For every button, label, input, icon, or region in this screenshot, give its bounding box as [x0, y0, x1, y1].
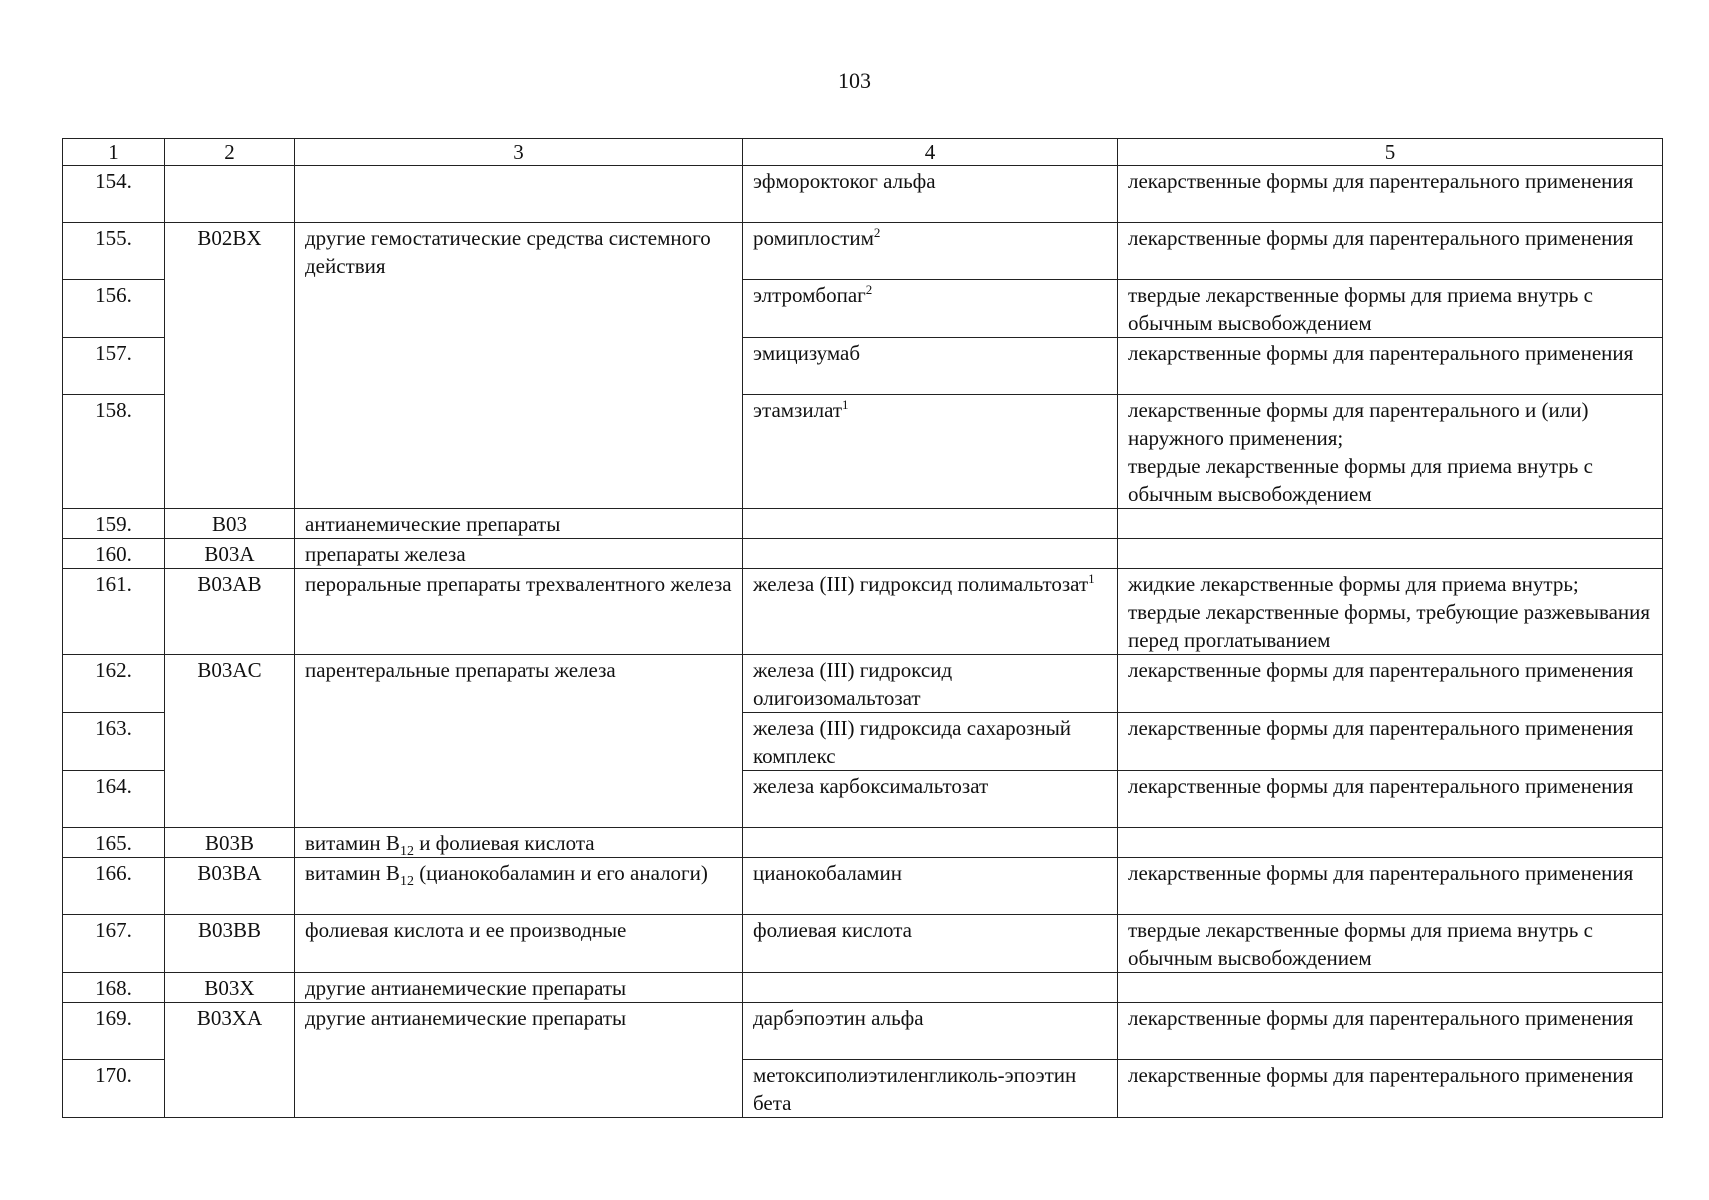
group-name-text: витамин B [305, 861, 400, 885]
dosage-form-line: твердые лекарственные формы для приема внутрь с обычным высвобождением [1128, 454, 1593, 506]
dosage-form [1118, 569, 1663, 655]
row-number: 158. [63, 395, 165, 509]
atc-code: B03 [165, 509, 295, 539]
row-number: 167. [63, 915, 165, 973]
table-row [63, 915, 1663, 973]
group-name: антианемические препараты [295, 509, 743, 539]
footnote-mark: 2 [873, 225, 881, 240]
table-row [63, 223, 1663, 280]
row-number: 168. [63, 973, 165, 1003]
dosage-form: твердые лекарственные формы для приема внутрь с обычным высвобождением [1118, 280, 1663, 338]
drug-name [743, 395, 1118, 509]
group-name: пероральные препараты трехвалентного железа [295, 569, 743, 655]
table-row [63, 655, 1663, 713]
row-number: 169. [63, 1003, 165, 1060]
drug-name [743, 569, 1118, 655]
row-number: 166. [63, 858, 165, 915]
table-row [63, 166, 1663, 223]
drug-name: эмицизумаб [743, 338, 1118, 395]
group-name [295, 166, 743, 223]
group-name: фолиевая кислота и ее производные [295, 915, 743, 973]
atc-code: B03AB [165, 569, 295, 655]
dosage-form: лекарственные формы для парентерального применения [1118, 166, 1663, 223]
group-name: другие антианемические препараты [295, 1003, 743, 1118]
drug-name-text: элтромбопаг [753, 283, 866, 307]
dosage-form: лекарственные формы для парентерального применения [1118, 858, 1663, 915]
row-number: 165. [63, 828, 165, 858]
dosage-form: лекарственные формы для парентерального применения [1118, 338, 1663, 395]
footnote-mark: 2 [865, 282, 873, 297]
footnote-mark: 1 [842, 397, 849, 412]
dosage-form-line: жидкие лекарственные формы для приема внутрь; [1128, 572, 1579, 596]
drug-name: дарбэпоэтин альфа [743, 1003, 1118, 1060]
drug-name: эфмороктоког альфа [743, 166, 1118, 223]
atc-code: B02BX [165, 223, 295, 509]
dosage-form: лекарственные формы для парентерального применения [1118, 1060, 1663, 1118]
dosage-form-line: лекарственные формы для парентерального и (или) наружного применения; [1128, 398, 1589, 450]
drug-name [743, 539, 1118, 569]
table-row [63, 858, 1663, 915]
table-row [63, 509, 1663, 539]
drug-name: метоксиполиэтиленгликоль-эпоэтин бета [743, 1060, 1118, 1118]
row-number: 156. [63, 280, 165, 338]
dosage-form: лекарственные формы для парентерального применения [1118, 223, 1663, 280]
row-number: 163. [63, 713, 165, 771]
row-number: 155. [63, 223, 165, 280]
drug-name [743, 973, 1118, 1003]
group-name: препараты железа [295, 539, 743, 569]
row-number: 160. [63, 539, 165, 569]
row-number: 154. [63, 166, 165, 223]
row-number: 170. [63, 1060, 165, 1118]
drug-name: цианокобаламин [743, 858, 1118, 915]
header-col-2: 2 [165, 139, 295, 166]
table-row [63, 828, 1663, 858]
drug-name [743, 223, 1118, 280]
group-name: другие гемостатические средства системного действия [295, 223, 743, 509]
dosage-form: твердые лекарственные формы для приема внутрь с обычным высвобождением [1118, 915, 1663, 973]
header-col-3: 3 [295, 139, 743, 166]
row-number: 159. [63, 509, 165, 539]
table-row [63, 569, 1663, 655]
dosage-form: лекарственные формы для парентерального применения [1118, 655, 1663, 713]
table-row [63, 1003, 1663, 1060]
dosage-form [1118, 395, 1663, 509]
header-col-5: 5 [1118, 139, 1663, 166]
dosage-form-line: твердые лекарственные формы, требующие разжевывания перед проглатыванием [1128, 600, 1651, 652]
header-col-1: 1 [63, 139, 165, 166]
header-col-4: 4 [743, 139, 1118, 166]
row-number: 157. [63, 338, 165, 395]
dosage-form: лекарственные формы для парентерального применения [1118, 1003, 1663, 1060]
subscript: 12 [399, 844, 414, 860]
dosage-form: лекарственные формы для парентерального применения [1118, 713, 1663, 771]
atc-code: B03XA [165, 1003, 295, 1118]
group-name-text: и фолиевая кислота [413, 831, 595, 855]
drug-register-table [62, 138, 1663, 1118]
group-name: парентеральные препараты железа [295, 655, 743, 828]
group-name-text: (цианокобаламин и его аналоги) [413, 861, 708, 885]
atc-code: B03A [165, 539, 295, 569]
row-number: 162. [63, 655, 165, 713]
dosage-form [1118, 509, 1663, 539]
drug-name: железа (III) гидроксида сахарозный комплекс [743, 713, 1118, 771]
atc-code: B03BA [165, 858, 295, 915]
drug-name-text: ромиплостим [753, 226, 874, 250]
drug-name [743, 280, 1118, 338]
row-number: 164. [63, 771, 165, 828]
atc-code: B03B [165, 828, 295, 858]
atc-code: B03X [165, 973, 295, 1003]
atc-code: B03BB [165, 915, 295, 973]
group-name: другие антианемические препараты [295, 973, 743, 1003]
group-name [295, 858, 743, 915]
subscript: 12 [399, 874, 414, 890]
drug-name-text: железа (III) гидроксид полимальтозат [753, 572, 1089, 596]
row-number: 161. [63, 569, 165, 655]
dosage-form [1118, 539, 1663, 569]
drug-name: железа карбоксимальтозат [743, 771, 1118, 828]
page-number: 103 [838, 68, 871, 93]
dosage-form [1118, 828, 1663, 858]
group-name [295, 828, 743, 858]
header-row [63, 139, 1663, 166]
drug-name: железа (III) гидроксид олигоизомальтозат [743, 655, 1118, 713]
footnote-mark: 1 [1088, 571, 1095, 586]
table-row [63, 973, 1663, 1003]
table-row [63, 539, 1663, 569]
atc-code: B03AC [165, 655, 295, 828]
dosage-form: лекарственные формы для парентерального применения [1118, 771, 1663, 828]
dosage-form [1118, 973, 1663, 1003]
drug-name [743, 828, 1118, 858]
atc-code [165, 166, 295, 223]
drug-name [743, 509, 1118, 539]
drug-name: фолиевая кислота [743, 915, 1118, 973]
drug-name-text: этамзилат [753, 398, 843, 422]
group-name-text: витамин B [305, 831, 400, 855]
